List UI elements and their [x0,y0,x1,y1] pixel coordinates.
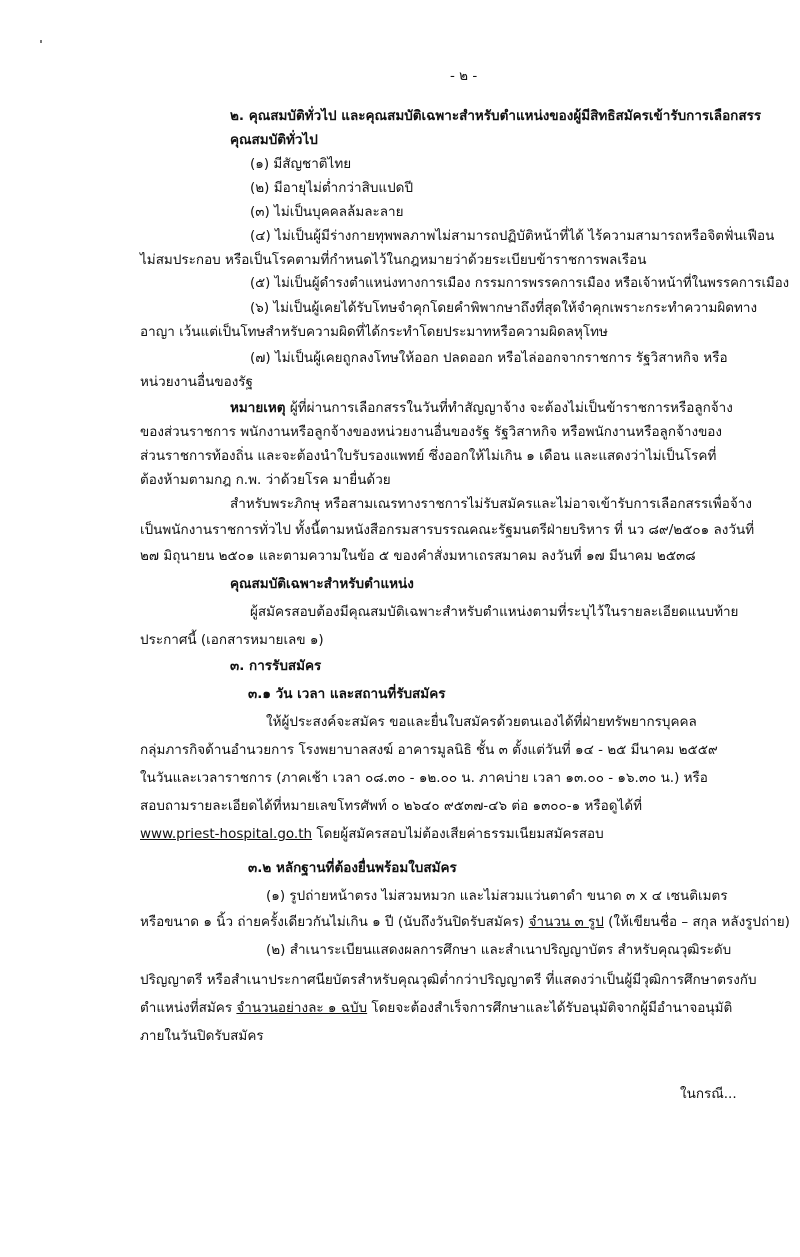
document-2-note: โดยจะต้องสำเร็จการศึกษาและได้รับอนุมัติจากผู้มีอำนาจอนุมัติ [367,1000,733,1016]
application-line-4: สอบถามรายละเอียดได้ที่หมายเลขโทรศัพท์ ๐ ๒๖๔๐ ๙๕๓๗-๔๖ ต่อ ๑๓๐๐-๑ หรือดูได้ที่ [140,798,642,814]
application-line-1: ให้ผู้ประสงค์จะสมัคร ขอและยื่นใบสมัครด้วยตนเองได้ที่ฝ่ายทรัพยากรบุคคล [266,714,697,730]
section-3-2-heading: ๓.๒ หลักฐานที่ต้องยื่นพร้อมใบสมัคร [248,860,457,876]
document-1-note: (ให้เขียนชื่อ – สกุล หลังรูปถ่าย) [603,914,790,930]
note-line-2: ของส่วนราชการ พนักงานหรือลูกจ้างของหน่วยงานอื่นของรัฐ รัฐวิสาหกิจ หรือพนักงานหรือลูกจ้างของ [140,424,723,440]
section-3-heading: ๓. การรับสมัคร [230,658,322,674]
monk-paragraph-line-2: เป็นพนักงานราชการทั่วไป ทั้งนี้ตามหนังสือกรมสารบรรณคณะรัฐมนตรีฝ่ายบริหาร ที่ นว ๘๙/๒๕๐๑ ลงวันที่ [140,522,755,538]
qualification-1: (๑) มีสัญชาติไทย [250,156,352,172]
qualification-4-line-1: (๔) ไม่เป็นผู้มีร่างกายทุพพลภาพไม่สามารถปฏิบัติหน้าที่ได้ ไร้ความสามารถหรือจิตฟั่นเฟือน [250,228,775,244]
note-text: ผู้ที่ผ่านการเลือกสรรในวันที่ทำสัญญาจ้าง จะต้องไม่เป็นข้าราชการหรือลูกจ้าง [285,400,733,416]
document-2-quantity: จำนวนอย่างละ ๑ ฉบับ [236,1000,368,1016]
document-1-line-2 [140,912,790,932]
qualification-6-line-1: (๖) ไม่เป็นผู้เคยได้รับโทษจำคุกโดยคำพิพากษาถึงที่สุดให้จำคุกเพราะกระทำความผิดทาง [250,300,758,316]
qualification-4-line-2: ไม่สมประกอบ หรือเป็นโรคตามที่กำหนดไว้ในกฎหมายว่าด้วยระเบียบข้าราชการพลเรือน [140,252,647,268]
section-2-heading: ๒. คุณสมบัติทั่วไป และคุณสมบัติเฉพาะสำหรับตำแหน่งของผู้มีสิทธิสมัครเข้ารับการเลือกสรร [230,108,762,124]
qualification-2: (๒) มีอายุไม่ต่ำกว่าสิบแปดปี [250,180,414,196]
note-line-1 [230,398,733,418]
document-2-text: ตำแหน่งที่สมัคร [140,1000,237,1016]
document-1-text: หรือขนาด ๑ นิ้ว ถ่ายครั้งเดียวกันไม่เกิน ๑ ปี (นับถึงวันปิดรับสมัคร) [140,914,529,930]
monk-paragraph-line-1: สำหรับพระภิกษุ หรือสามเณรทางราชการไม่รับสมัครและไม่อาจเข้ารับการเลือกสรรเพื่อจ้าง [230,496,752,512]
note-line-4: ต้องห้ามตามกฎ ก.พ. ว่าด้วยโรค มายื่นด้วย [140,472,391,488]
note-line-3: ส่วนราชการท้องถิ่น และจะต้องนำใบรับรองแพทย์ ซึ่งออกให้ไม่เกิน ๑ เดือน และแสดงว่าไม่เป็นโรคที่ [140,448,717,464]
qualification-6-line-2: อาญา เว้นแต่เป็นโทษสำหรับความผิดที่ได้กระทำโดยประมาทหรือความผิดลหุโทษ [140,324,608,340]
qualification-7-line-1: (๗) ไม่เป็นผู้เคยถูกลงโทษให้ออก ปลดออก หรือไล่ออกจากราชการ รัฐวิสาหกิจ หรือ [250,350,728,366]
document-2-line-2: ปริญญาตรี หรือสำเนาประกาศนียบัตรสำหรับคุณวุฒิต่ำกว่าปริญญาตรี ที่แสดงว่าเป็นผู้มีวุฒิการศึกษาตรงกับ [140,972,757,988]
hospital-website-link[interactable]: www.priest-hospital.go.th [140,826,313,842]
application-fee-text: โดยผู้สมัครสอบไม่ต้องเสียค่าธรรมเนียมสมัครสอบ [312,826,604,842]
qualification-3: (๓) ไม่เป็นบุคคลล้มละลาย [250,204,404,220]
general-qualifications-heading: คุณสมบัติทั่วไป [230,132,318,148]
note-label: หมายเหตุ [230,400,286,416]
application-line-2: กลุ่มภารกิจด้านอำนวยการ โรงพยาบาลสงฆ์ อาคารมูลนิธิ ชั้น ๓ ตั้งแต่วันที่ ๑๔ - ๒๕ มีนาคม ๒๕๕๙ [140,742,718,758]
document-1-quantity: จำนวน ๓ รูป [528,914,604,930]
continued-marker: ในกรณี... [680,1086,737,1102]
specific-qualifications-line-2: ประกาศนี้ (เอกสารหมายเลข ๑) [140,632,324,648]
document-2-line-3 [140,998,732,1018]
document-1-line-1: (๑) รูปถ่ายหน้าตรง ไม่สวมหมวก และไม่สวมแว่นตาดำ ขนาด ๓ x ๔ เซนติเมตร [266,888,728,904]
application-line-3: ในวันและเวลาราชการ (ภาคเช้า เวลา ๐๘.๓๐ - ๑๒.๐๐ น. ภาคบ่าย เวลา ๑๓.๐๐ - ๑๖.๓๐ น.) หรือ [140,770,708,786]
section-3-1-heading: ๓.๑ วัน เวลา และสถานที่รับสมัคร [248,686,446,702]
specific-qualifications-heading: คุณสมบัติเฉพาะสำหรับตำแหน่ง [230,576,414,592]
page-number: - ๒ - [450,68,478,84]
application-line-5 [140,824,604,844]
document-2-line-4: ภายในวันปิดรับสมัคร [140,1028,264,1044]
specific-qualifications-line-1: ผู้สมัครสอบต้องมีคุณสมบัติเฉพาะสำหรับตำแหน่งตามที่ระบุไว้ในรายละเอียดแนบท้าย [250,604,739,620]
monk-paragraph-line-3: ๒๗ มิถุนายน ๒๕๐๑ และตามความในข้อ ๕ ของคำสั่งมหาเถรสมาคม ลงวันที่ ๑๗ มีนาคม ๒๕๓๘ [140,548,696,564]
document-2-line-1: (๒) สำเนาระเบียนแสดงผลการศึกษา และสำเนาปริญญาบัตร สำหรับคุณวุฒิระดับ [266,942,732,958]
qualification-7-line-2: หน่วยงานอื่นของรัฐ [140,374,253,390]
scan-speck [40,40,42,43]
qualification-5: (๕) ไม่เป็นผู้ดำรงตำแหน่งทางการเมือง กรรมการพรรคการเมือง หรือเจ้าหน้าที่ในพรรคการเมือง [250,276,790,291]
